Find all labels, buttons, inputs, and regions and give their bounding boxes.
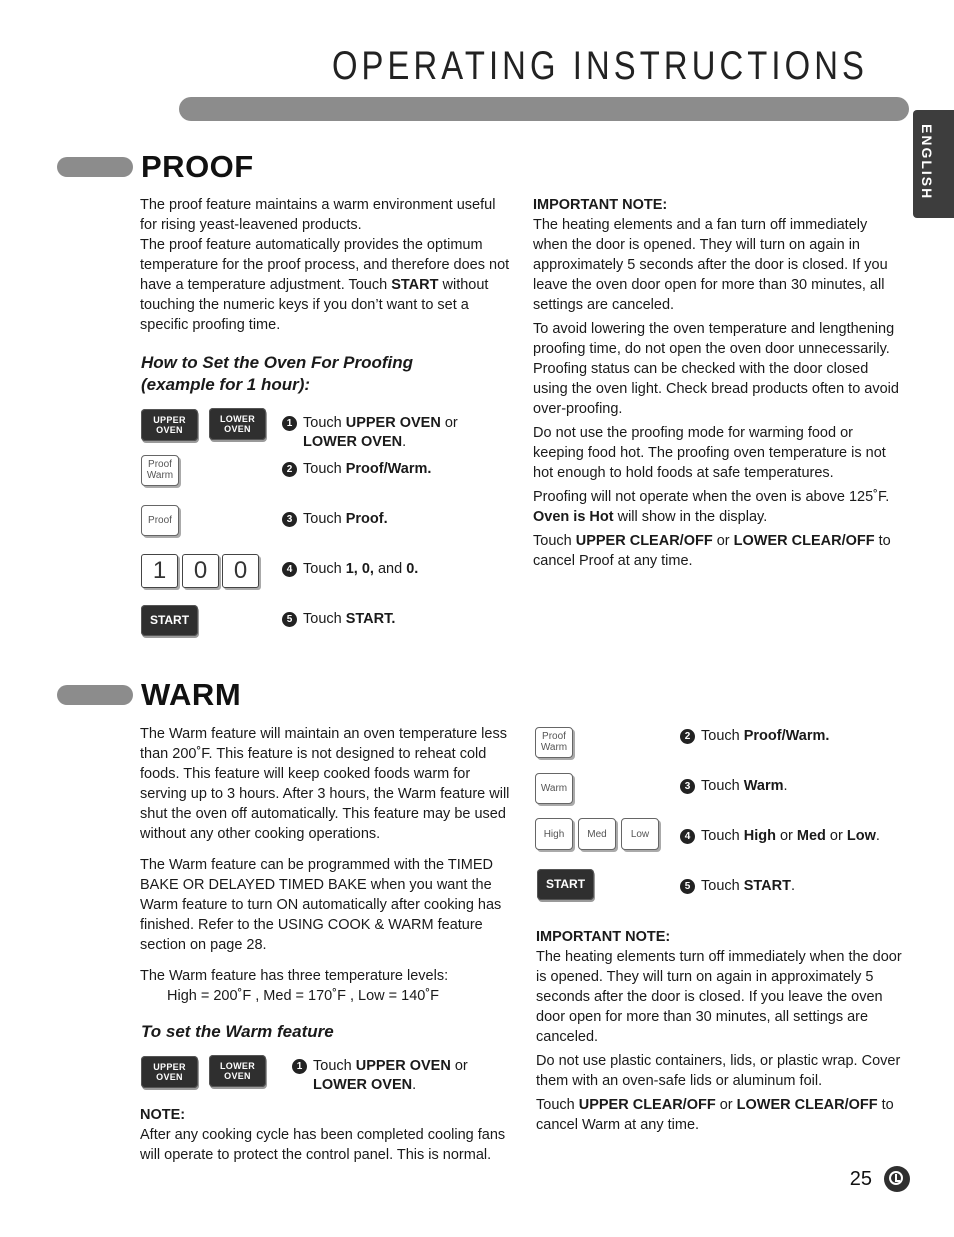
- proof-intro-1: The proof feature maintains a warm environment useful for rising yeast-leavened products.: [140, 197, 496, 233]
- warm-key[interactable]: Warm: [535, 773, 573, 804]
- warm-step-4: 4 Touch High or Med or Low.: [680, 827, 880, 846]
- proof-step-2: 2 Touch Proof/Warm.: [282, 460, 431, 479]
- warm-important-note: [536, 927, 908, 1135]
- brand-logo-icon: [884, 1166, 910, 1192]
- proof-subheading: How to Set the Oven For Proofing (example for 1 hour):: [141, 353, 413, 394]
- warm-para-3: The Warm feature has three temperature levels:: [140, 968, 449, 984]
- warm-step-3: 3 Touch Warm.: [680, 777, 788, 796]
- proof-step-5: 5 Touch START.: [282, 610, 395, 629]
- proof-key[interactable]: Proof: [141, 505, 179, 536]
- proof-important-note: [533, 195, 905, 571]
- proof-note-2: To avoid lowering the oven temperature and lengthening proofing time, do not open the oven door unnecessarily. Proofing status can be checked with the door closed using the oven light. Check bread products often to avoid over-proofing.: [533, 321, 899, 417]
- start-key[interactable]: START: [141, 605, 198, 636]
- lower-oven-key[interactable]: LOWER OVEN: [209, 408, 266, 440]
- warm-para-1: The Warm feature will maintain an oven temperature less than 200˚F. This feature is not designed to reheat cold foods. This feature will keep cooked foods warm for serving up to 3 hours. After 3 hours, the Warm feature will shut the oven off automatically. This feature may be used without any other cooking operations.: [140, 726, 510, 842]
- high-key[interactable]: High: [535, 818, 573, 850]
- warm-note-text: After any cooking cycle has been completed cooling fans will operate to protect the control panel. This is normal.: [140, 1127, 506, 1163]
- warm-step-5: 5 Touch START.: [680, 877, 795, 896]
- warm-step-2: 2 Touch Proof/Warm.: [680, 727, 829, 746]
- header-bar: [179, 97, 909, 121]
- warm-imp-1: The heating elements turn off immediately when the door is opened. They will turn on again in approximately 5 seconds after the door is closed. If you leave the oven door open for more than 30 minutes, all settings are canceled.: [536, 949, 902, 1045]
- proof-intro-2: The proof feature automatically provides the optimum temperature for the proof process, and therefore does not have a temperature adjustment. Touch START without touching the numeric keys if you don’t want to set a specific proofing time.: [140, 237, 510, 333]
- digit-key-1[interactable]: 1: [141, 554, 178, 588]
- warm-para-2: The Warm feature can be programmed with the TIMED BAKE OR DELAYED TIMED BAKE when you want the Warm feature to turn ON automatically after cooking has finished. Refer to the USING COOK & WARM feature section on page 28.: [140, 857, 502, 953]
- digit-key-0-second[interactable]: 0: [222, 554, 259, 588]
- warm-note-heading: NOTE:: [140, 1107, 186, 1123]
- warm-section-marker: [57, 685, 133, 705]
- upper-oven-key[interactable]: UPPER OVEN: [141, 409, 198, 441]
- warm-proof-warm-key[interactable]: Proof Warm: [535, 727, 573, 758]
- proof-note-3: Do not use the proofing mode for warming food or keeping food hot. The proofing oven temperature is not hot enough to hold foods at safe temperatures.: [533, 425, 886, 481]
- proof-intro: [140, 195, 515, 335]
- digit-key-0[interactable]: 0: [182, 554, 219, 588]
- language-tab-label: ENGLISH: [919, 124, 935, 201]
- language-tab: [913, 110, 954, 218]
- warm-description: [140, 724, 517, 1006]
- warm-imp-2: Do not use plastic containers, lids, or plastic wrap. Cover them with an oven-safe lids or aluminum foil.: [536, 1053, 901, 1089]
- warm-step-1: 1 Touch UPPER OVEN or LOWER OVEN.: [292, 1057, 468, 1095]
- warm-note: [140, 1105, 517, 1165]
- med-key[interactable]: Med: [578, 818, 616, 850]
- proof-note-heading: IMPORTANT NOTE:: [533, 197, 668, 213]
- proof-section-marker: [57, 157, 133, 177]
- warm-lower-oven-key[interactable]: LOWER OVEN: [209, 1055, 266, 1087]
- proof-title: PROOF: [141, 149, 254, 184]
- warm-imp-3: Touch UPPER CLEAR/OFF or LOWER CLEAR/OFF to cancel Warm at any time.: [536, 1097, 894, 1133]
- proof-note-1: The heating elements and a fan turn off immediately when the door is opened. They will turn on again in approximately 5 seconds after the door is closed. If you leave the oven door open for more than 30 minutes, all settings are canceled.: [533, 217, 888, 313]
- warm-imp-heading: IMPORTANT NOTE:: [536, 929, 671, 945]
- warm-start-key[interactable]: START: [537, 869, 594, 900]
- low-key[interactable]: Low: [621, 818, 659, 850]
- page-title: OPERATING INSTRUCTIONS: [331, 44, 868, 88]
- proof-warm-key[interactable]: Proof Warm: [141, 455, 179, 486]
- proof-step-4: 4 Touch 1, 0, and 0.: [282, 560, 418, 579]
- warm-subheading: To set the Warm feature: [141, 1022, 334, 1041]
- warm-levels: High = 200˚F , Med = 170˚F , Low = 140˚F: [167, 988, 440, 1004]
- warm-title: WARM: [141, 677, 242, 712]
- page-number: 25: [849, 1168, 872, 1190]
- proof-note-5: Touch UPPER CLEAR/OFF or LOWER CLEAR/OFF to cancel Proof at any time.: [533, 533, 891, 569]
- warm-upper-oven-key[interactable]: UPPER OVEN: [141, 1056, 198, 1088]
- proof-step-1: 1 Touch UPPER OVEN or LOWER OVEN.: [282, 414, 458, 452]
- proof-note-4: Proofing will not operate when the oven is above 125˚F. Oven is Hot will show in the display.: [533, 489, 890, 525]
- proof-step-3: 3 Touch Proof.: [282, 510, 388, 529]
